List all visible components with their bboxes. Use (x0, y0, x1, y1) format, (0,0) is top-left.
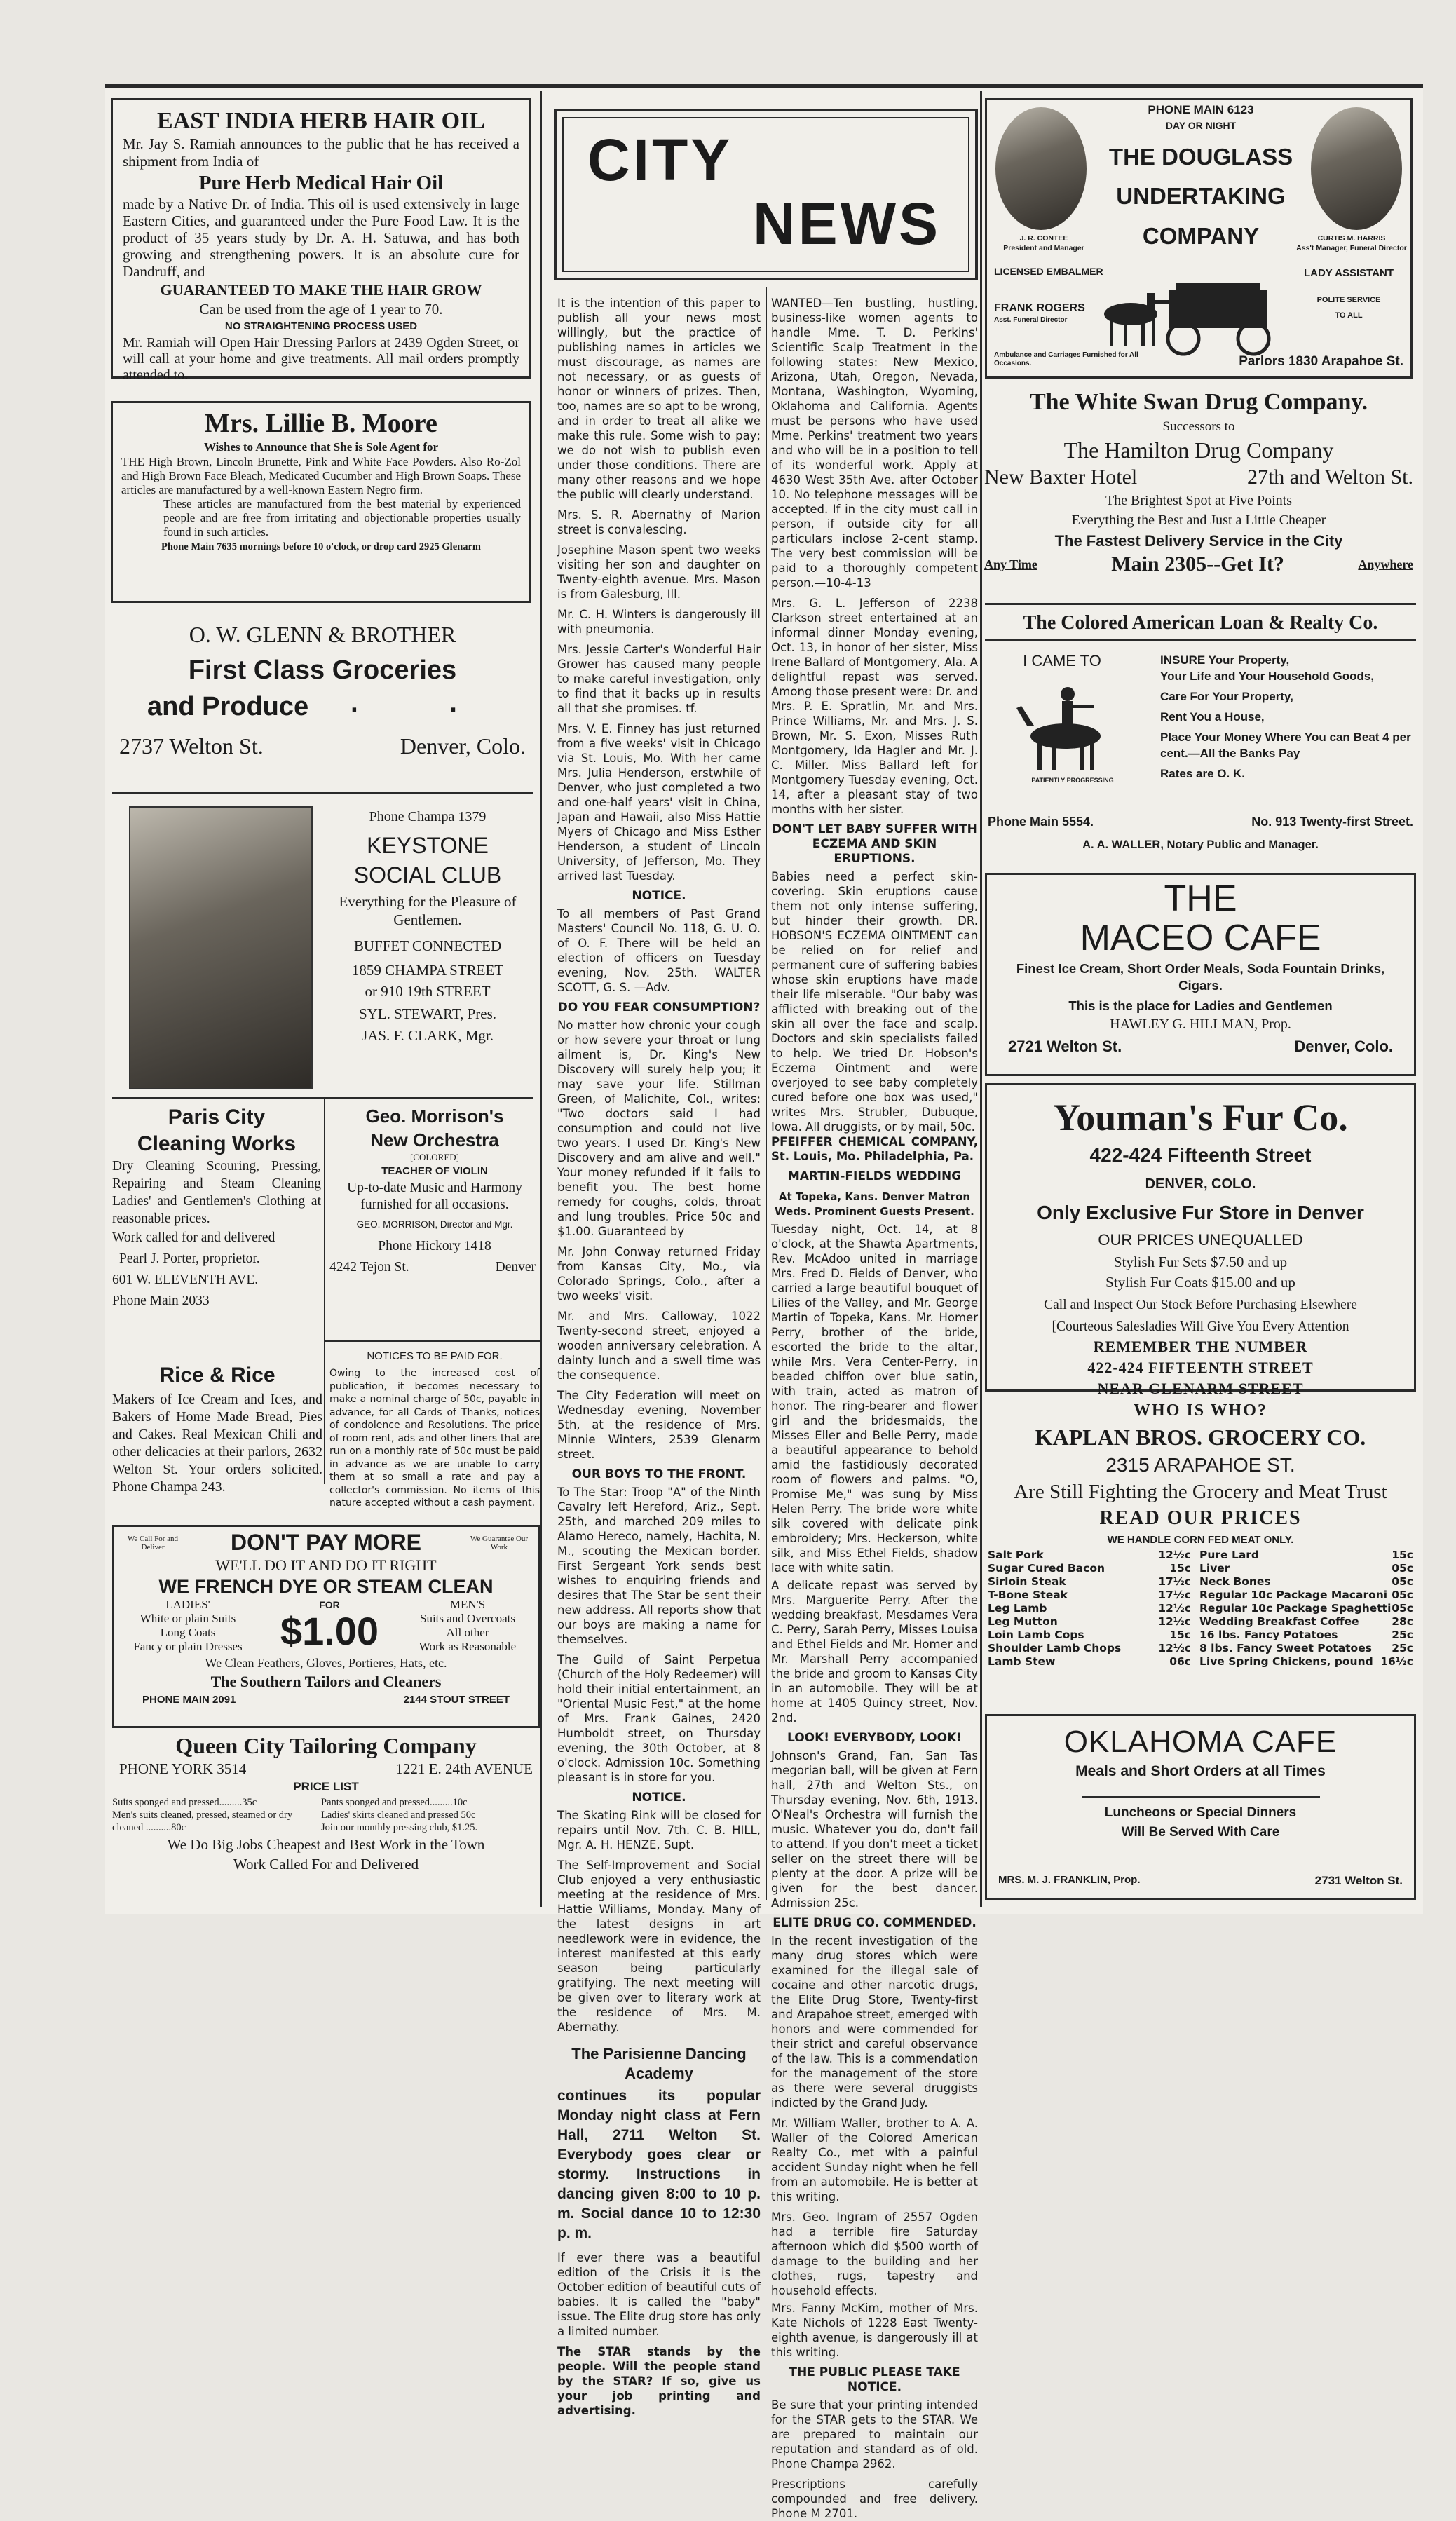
queen-ad (112, 1732, 540, 1900)
morrison-addr: 4242 Tejon St. (329, 1260, 409, 1275)
news-paragraph: The Self-Improvement and Social Club enjoyed a very enthusiastic meeting at the residence of Mrs. Hattie Williams, Monday. Many of the latest designs in art needlework were in evidence, the interest manifested at this early season being particularly gratifying. The next meeting will be given over to literary work at the residence of Mrs. M. Abernathy. (557, 1859, 761, 2034)
dye-line2: WE FRENCH DYE OR STEAM CLEAN (158, 1576, 494, 1597)
price-item: Liver (1199, 1562, 1230, 1575)
price-value: 12½c (1158, 1642, 1191, 1654)
news-paragraph: The Guild of Saint Perpetua (Church of the Holy Redeemer) will hold their initial entertainment, an "Oriental Music Fest," at the home of Mrs. Frank Gaines, 2420 Humboldt street, on Thursday evening, the 30th October, at 8 o'clock. Admission 10c. Something pleasant is in store for you. (557, 1653, 761, 1784)
youman-title: Youman's Fur Co. (1053, 1096, 1348, 1139)
news-paragraph: To all members of Past Grand Masters' Council No. 118, G. U. O. of O. F. There will be held an election of officers on Tuesday evening, Nov. 25th. WALTER SCOTT, G. S. —Adv. (557, 907, 761, 994)
douglass-toall: TO ALL (1335, 311, 1363, 320)
city-news-masthead (554, 109, 978, 280)
paris-addr: 601 W. ELEVENTH AVE. (112, 1272, 259, 1287)
news-heading: LOOK! EVERYBODY, LOOK! (787, 1731, 962, 1745)
loan-addr: No. 913 Twenty-first Street. (1251, 815, 1413, 829)
price-item: Shoulder Lamb Chops (988, 1642, 1122, 1654)
divider (985, 603, 1416, 605)
moore-body: THE High Brown, Lincoln Brunette, Pink and White Face Powders. Also Ro-Zol and High Brown Face Bleach, Medicated Cucumber and High Brown Soaps. These articles are manufactured by a well-known Eastern Negro firm. (121, 455, 521, 496)
news-paragraph: Mr. C. H. Winters is dangerously ill with pneumonia. (557, 608, 761, 636)
dye-ladies-heading: LADIES' (165, 1598, 210, 1611)
price-value: 15c (1392, 1549, 1413, 1561)
price-item: Sugar Cured Bacon (988, 1562, 1105, 1575)
price-item: Salt Pork (988, 1549, 1044, 1561)
column-rule (766, 287, 767, 1900)
morrison-phone: Phone Hickory 1418 (378, 1239, 491, 1253)
dye-price: $1.00 (280, 1609, 379, 1653)
dye-mens-2: All other (446, 1626, 489, 1639)
news-heading: NOTICE. (632, 889, 686, 903)
keystone-name2: SOCIAL CLUB (353, 862, 502, 888)
dye-company: The Southern Tailors and Cleaners (210, 1673, 442, 1690)
rider-on-donkey-image (1013, 677, 1125, 775)
douglass-day: DAY OR NIGHT (1165, 120, 1237, 131)
column-rule (540, 91, 542, 1907)
loan-waller: A. A. WALLER, Notary Public and Manager. (1082, 838, 1319, 851)
loan-phone: Phone Main 5554. (988, 815, 1094, 829)
paris-prop: Pearl J. Porter, proprietor. (119, 1251, 260, 1266)
news-heading: At Topeka, Kans. Denver Matron Weds. Prominent Guests Present. (775, 1190, 974, 1218)
price-value: 25c (1392, 1629, 1413, 1641)
youman-ad (985, 1083, 1416, 1397)
glenn-city: Denver, Colo. (400, 733, 526, 759)
kaplan-addr: 2315 ARAPAHOE ST. (1105, 1454, 1295, 1476)
hair-oil-ad (111, 98, 531, 383)
maceo-place: This is the place for Ladies and Gentlemen (1068, 998, 1333, 1013)
price-value: 17½c (1158, 1575, 1191, 1588)
youman-addr: 422-424 Fifteenth Street (1089, 1144, 1312, 1166)
morrison-city: Denver (495, 1260, 536, 1275)
price-item: 8 lbs. Fancy Sweet Potatoes (1199, 1642, 1372, 1654)
oklahoma-meals: Meals and Short Orders at all Times (1075, 1763, 1326, 1779)
loan-insure: INSURE Your Property, (1160, 653, 1290, 667)
morrison-director: GEO. MORRISON, Director and Mgr. (356, 1219, 513, 1230)
glenn-line1: First Class Groceries (188, 655, 457, 685)
maceo-city: Denver, Colo. (1294, 1038, 1393, 1055)
youman-call: Call and Inspect Our Stock Before Purchasing Elsewhere (1044, 1298, 1357, 1312)
queen-price-3: Men's suits cleaned, pressed, steamed or dry cleaned ..........80c (112, 1809, 293, 1833)
hair-oil-no-straightening: NO STRAIGHTENING PROCESS USED (224, 320, 418, 332)
harris-portrait (1311, 107, 1402, 230)
rice-body: Makers of Ice Cream and Ices, and Bakers of Home Made Bread, Pies and Cakes. Real Mexican Chili and other delicacies at their parlors, 2632 Welton St. Your orders solicited. Phone Champa 243. (112, 1392, 322, 1495)
news-column-3 (771, 296, 978, 2520)
douglass-lady: LADY ASSISTANT (1303, 267, 1394, 279)
news-paragraph: The City Federation will meet on Wednesday evening, November 5th, at the residence of Mrs. Minnie Winters, 2539 Glenarm street. (557, 1389, 761, 1461)
divider (112, 792, 533, 794)
rice-title: Rice & Rice (159, 1364, 275, 1387)
loan-rent: Rent You a House, (1160, 710, 1265, 723)
news-paragraph: In the recent investigation of the many drug stores which were examined for the illegal sale of cocaine and other narcotic drugs, the Elite Drug Store, Twenty-first and Arapahoe street, emerged with honors and were commended for their strict and careful observance of the law. This is a commendation for the management of the store as there were several druggists indicted by the Grand Judy. (771, 1934, 978, 2109)
loan-title: The Colored American Loan & Realty Co. (1023, 612, 1378, 634)
paris-title1: Paris City (168, 1106, 266, 1129)
price-item: 16 lbs. Fancy Potatoes (1199, 1629, 1338, 1641)
dye-mens-3: Work as Reasonable (419, 1640, 517, 1653)
dye-ad (112, 1525, 540, 1728)
douglass-polite: POLITE SERVICE (1316, 296, 1381, 304)
queen-footer1: We Do Big Jobs Cheapest and Best Work in the Town (167, 1836, 485, 1853)
price-value: 05c (1392, 1562, 1413, 1575)
price-item: Neck Bones (1199, 1575, 1271, 1588)
douglass-embalmer: LICENSED EMBALMER (994, 266, 1103, 277)
price-item: Pure Lard (1199, 1549, 1260, 1561)
glenn-name: O. W. GLENN & BROTHER (189, 622, 456, 647)
whiteswan-hamilton: The Hamilton Drug Company (1063, 437, 1334, 463)
news-paragraph: Mr. and Mrs. Calloway, 1022 Twenty-second street, enjoyed a wooden anniversary celebration. A dainty lunch and a swell time was the consequence. (557, 1310, 761, 1382)
price-item: Leg Lamb (988, 1602, 1047, 1615)
whiteswan-main: Main 2305--Get It? (1111, 552, 1284, 576)
dye-line1: WE'LL DO IT AND DO IT RIGHT (215, 1556, 437, 1574)
price-item: Regular 10c Package Spaghetti (1199, 1602, 1392, 1615)
morrison-body: Up-to-date Music and Harmony furnished for all occasions. (347, 1181, 522, 1212)
harris-name: CURTIS M. HARRIS (1317, 234, 1386, 243)
queen-price-title: PRICE LIST (293, 1780, 359, 1793)
keystone-addr1: 1859 CHAMPA STREET (351, 962, 504, 979)
kaplan-name: KAPLAN BROS. GROCERY CO. (1035, 1425, 1366, 1450)
morrison-colored: [COLORED] (409, 1152, 460, 1162)
whiteswan-best: Everything the Best and Just a Little Cheaper (1071, 512, 1326, 528)
oklahoma-prop: MRS. M. J. FRANKLIN, Prop. (998, 1874, 1141, 1886)
keystone-buffet: BUFFET CONNECTED (353, 937, 502, 954)
price-value: 06c (1169, 1655, 1191, 1668)
maceo-desc: Finest Ice Cream, Short Order Meals, Soda Fountain Drinks, Cigars. (1016, 961, 1385, 993)
contee-name: J. R. CONTEE (1019, 234, 1068, 243)
youman-number: 422-424 FIFTEENTH STREET (1087, 1359, 1314, 1376)
youman-remember: REMEMBER THE NUMBER (1093, 1338, 1308, 1355)
kaplan-corn: WE HANDLE CORN FED MEAT ONLY. (1107, 1534, 1294, 1546)
douglass-rogers-title: Asst. Funeral Director (994, 316, 1068, 324)
news-paragraph: PFEIFFER CHEMICAL COMPANY, St. Louis, Mo. Philadelphia, Pa. (771, 1135, 978, 1163)
news-paragraph: Mrs. Fanny McKim, mother of Mrs. Kate Nichols of 1228 East Twenty-eighth avenue, is dangerously ill at this writing. (771, 2302, 978, 2359)
rice-ad (112, 1360, 322, 1528)
news-paragraph: Mrs. Jessie Carter's Wonderful Hair Grower has caused many people to make careful investigation, only to find that it backs up in results all that she promises. tf. (557, 643, 761, 715)
youman-sets: Stylish Fur Sets $7.50 and up (1113, 1253, 1288, 1270)
whiteswan-fastest: The Fastest Delivery Service in the City (1054, 532, 1343, 550)
morrison-title1: Geo. Morrison's (365, 1106, 504, 1127)
dye-call: We Call For and Deliver (127, 1534, 179, 1551)
dye-for: FOR (319, 1599, 340, 1610)
notices-title: NOTICES TO BE PAID FOR. (367, 1350, 503, 1362)
news-heading: DON'T LET BABY SUFFER WITH ECZEMA AND SKIN ERUPTIONS. (772, 822, 977, 866)
column-rule (980, 91, 982, 1907)
loan-came: I CAME TO (1023, 652, 1101, 670)
douglass-ad (985, 98, 1413, 379)
glenn-address: 2737 Welton St. (119, 733, 264, 759)
notices-body: Owing to the increased cost of publication, it becomes necessary to make a nominal charge of 50c, payable in advance, for all Cards of Thanks, notices of condolence and Resolutions. The price of room rent, ads and other liners that are run on a monthly rate of 50c must be paid in advance as we are unable to carry them at so small a rate and pay a collector's commission. No items of this nature accepted without a cash payment. (329, 1368, 540, 1509)
price-value: 12½c (1158, 1549, 1191, 1561)
news-paragraph: Mrs. G. L. Jefferson of 2238 Clarkson street entertained at an informal dinner Monday evening, Oct. 13, in honor of her sister, Miss Irene Ballard of Montgomery, Ala. A delightful repast was served. Among those present were: Dr. and Mrs. P. E. Spratlin, Mr. and Mrs. Prince Williams, Mr. and Mrs. J. S. Brown, Mr. S. Exon, Misses Ruth Montgomery, Ida Hagler and Mr. J. C. Miller. Miss Ballard left for Montgomery Tuesday evening, Oct. 14, after a pleasant stay of two months with her sister. (771, 597, 978, 816)
news-paragraph: Mrs. S. R. Abernathy of Marion street is convalescing. (557, 508, 761, 536)
news-heading: THE PUBLIC PLEASE TAKE NOTICE. (789, 2365, 960, 2394)
queen-title: Queen City Tailoring Company (175, 1733, 477, 1758)
youman-near: NEAR GLENARM STREET (1097, 1380, 1304, 1397)
glenn-ad (112, 617, 533, 785)
maceo-prop: HAWLEY G. HILLMAN, Prop. (1110, 1017, 1291, 1032)
moore-sub: Wishes to Announce that She is Sole Agent for (203, 440, 439, 454)
paris-ad (112, 1104, 321, 1385)
news-heading: OUR BOYS TO THE FRONT. (571, 1467, 747, 1481)
dye-guarantee: We Guarantee Our Work (470, 1534, 529, 1551)
loan-ad (985, 610, 1416, 862)
glenn-line2: and Produce (147, 692, 309, 721)
news-paragraph: Mrs. V. E. Finney has just returned from a five weeks' visit in Chicago via St. Louis, Mo. With her came Mrs. Julia Henderson, erstwhile of Denver, who just completed a two and one-half years' visit in China, Japan and Hawaii, also Miss Hattie Myers of Chicago and Miss Esther Henderson, a student of Lincoln University, of Jefferson, Mo. They arrived last Tuesday. (557, 722, 761, 883)
news-paragraph: Be sure that your printing intended for the STAR gets to the STAR. We are prepared to maintain our reputation and standard as of old. Phone Champa 2962. (771, 2398, 978, 2471)
loan-place: Place Your Money Where You can Beat 4 per cent.—All the Banks Pay (1160, 731, 1411, 760)
queen-price-5: Join our monthly pressing club, $1.25. (321, 1822, 478, 1833)
maceo-addr: 2721 Welton St. (1008, 1038, 1122, 1055)
price-item: Wedding Breakfast Coffee (1199, 1615, 1359, 1628)
hair-oil-guarantee: GUARANTEED TO MAKE THE HAIR GROW (160, 281, 482, 299)
news-paragraph: The STAR stands by the people. Will the people stand by the STAR? If so, give us your job printing and advertising. (557, 2345, 761, 2417)
queen-price-4: Ladies' skirts cleaned and pressed 50c (321, 1809, 476, 1821)
price-item: Lamb Stew (988, 1655, 1056, 1668)
moore-phone: Phone Main 7635 mornings before 10 o'clock, or drop card 2925 Glenarm (161, 541, 481, 552)
news-paragraph: Prescriptions carefully compounded and free delivery. Phone M 2701. (771, 2478, 978, 2520)
moore-title: Mrs. Lillie B. Moore (205, 409, 437, 438)
keystone-desc: Everything for the Pleasure of Gentlemen. (339, 893, 517, 928)
keystone-pres: SYL. STEWART, Pres. (358, 1005, 497, 1022)
news-paragraph: Josephine Mason spent two weeks visiting her son and daughter on Twenty-eighth avenue. Mrs. Mason is from Galesburg, Ill. (557, 543, 761, 601)
price-item: Regular 10c Package Macaroni (1199, 1589, 1388, 1601)
kaplan-read: READ OUR PRICES (1099, 1507, 1302, 1529)
douglass-name2: UNDERTAKING (1116, 183, 1286, 209)
price-value: 12½c (1158, 1602, 1191, 1615)
price-value: 17½c (1158, 1589, 1191, 1601)
price-value: 16½c (1380, 1655, 1413, 1668)
news-heading: ELITE DRUG CO. COMMENDED. (773, 1916, 977, 1930)
paris-body: Dry Cleaning Scouring, Pressing, Repairing and Steam Cleaning Ladies' and Gentlemen's Clothing at reasonable prices. (112, 1159, 321, 1226)
price-value: 28c (1392, 1615, 1413, 1628)
news-paragraph: Tuesday night, Oct. 14, at 8 o'clock, at the Shawta Apartments, Rev. McAdoo united in marriage Mrs. Fred D. Fields of Denver, who carried a large beautiful bouquet of Lilies of the Valley, and Mr. George Martin of Topeka, Kans. Mr. Homer Perry, brother of the bride, escorted the bride to the altar, while Mrs. Vera Center-Perry, in beaded chiffon over blue satin, with train, acted as matron of honor. The ring-bearer and flower girl and the bridesmaids, the Misses Eller and Belle Perry, made a beautiful appearance to behold amid the fastidiously decorated room of flowers and palms. "O, Promise Me," was sung by Miss Helen Perry. The bride wore white silk covered with delicate pink embroidery; Mrs. Heckerson, white silk, and Miss Ethel Fields, shadow lace with white satin. (771, 1223, 978, 1575)
douglass-phone: PHONE MAIN 6123 (1148, 103, 1254, 116)
price-item: Leg Mutton (988, 1615, 1058, 1628)
oklahoma-addr: 2731 Welton St. (1314, 1874, 1403, 1887)
price-value: 12½c (1158, 1615, 1191, 1628)
glenn-dots: . . (351, 688, 499, 718)
dye-feathers: We Clean Feathers, Gloves, Portieres, Hats, etc. (205, 1656, 447, 1670)
keystone-mgr: JAS. F. CLARK, Mgr. (362, 1027, 494, 1044)
paris-phone: Phone Main 2033 (112, 1293, 210, 1308)
contee-portrait (995, 107, 1087, 230)
price-value: 05c (1392, 1575, 1413, 1588)
whiteswan-addr: 27th and Welton St. (1246, 466, 1413, 489)
divider (325, 1340, 540, 1342)
keystone-addr2: or 910 19th STREET (365, 983, 491, 1000)
price-value: 05c (1392, 1602, 1413, 1615)
news-paragraph: Mrs. Geo. Ingram of 2557 Ogden had a terrible fire Saturday afternoon which did $500 worth of damage to the building and her clothes, rugs, tapestry and household effects. (771, 2210, 978, 2297)
dye-title: DON'T PAY MORE (231, 1530, 421, 1555)
douglass-ambulance: Ambulance and Carriages Furnished for All Occasions. (994, 351, 1138, 367)
queen-price-2: Pants sponged and pressed.........10c (321, 1797, 468, 1808)
news-paragraph: Mr. John Conway returned Friday from Kansas City, Mo., via Colorado Springs, Colo., after a two weeks' visit. (557, 1245, 761, 1303)
dye-ladies-1: White or plain Suits (140, 1612, 236, 1625)
queen-price-1: Suits sponged and pressed.........35c (112, 1797, 257, 1808)
whiteswan-ad (981, 387, 1416, 597)
morrison-teacher: TEACHER OF VIOLIN (381, 1165, 488, 1177)
dancing-academy-body: continues its popular Monday night class at Fern Hall, 2711 Welton St. Everybody goes clear or stormy. Instructions in dancing given 8:00 to 10 p. m. Social dance 10 to 12:30 p. m. (557, 2088, 761, 2241)
news-paragraph: Babies need a perfect skin-covering. Skin eruptions cause them not only intense suffering, but hinder their growth. DR. HOBSON'S ECZEMA OINTMENT can be relied on for relief and permanent cure of suffering babies whose skin eruptions have made their life miserable. "Our baby was afflicted with breaking out of the skin all over the face and scalp. Doctors and skin specialists failed to help. We tried Dr. Hobson's Eczema Ointment and were overjoyed to see baby completely cured before one box was used," writes Mrs. Strubler, Dubuque, Iowa. All druggists, or by mail, 50c. (771, 870, 978, 1134)
moore-body2: These articles are manufactured from the best material by experienced people and are free from irritating and objectionable properties usually found in such articles. (163, 497, 521, 538)
portrait-photo (129, 806, 313, 1089)
news-paragraph: If ever there was a beautiful edition of the Crisis it is the October edition of beautiful cuts of babies. It is called the "baby" issue. The Elite drug store has only a limited number. (557, 2251, 761, 2338)
news-paragraph: Johnson's Grand, Fan, San Tas megorian ball, will be given at Fern hall, 27th and Welton Sts., on Thursday evening, Nov. 6th, 1913. O'Neal's Orchestra will furnish the music. Whatever you do, don't fail to attend. If you don't meet a ticket seller on the street there will be plenty at the door. A prize will be given for the best dancer. Admission 25c. (771, 1749, 978, 1910)
maceo-ad (985, 873, 1416, 1076)
divider (324, 1099, 325, 1484)
news-paragraph: It is the intention of this paper to publish all your news most willingly, but the practice of publishing names in articles we must discourage, as names are not necessary, or as guests of honor or winners of prizes. Then, too, names are so apt to be wrong, and in order to treat all alike we make this rule. Some wish to pay; we do not wish to publish even under those conditions. There are many other reasons and we hope the public will clearly understand. (557, 297, 761, 501)
hair-oil-intro: Mr. Jay S. Ramiah announces to the public that he has received a shipment from India of (123, 135, 519, 170)
youman-coats: Stylish Fur Coats $15.00 and up (1105, 1274, 1295, 1291)
whiteswan-hotel: New Baxter Hotel (984, 466, 1138, 489)
hair-oil-body: made by a Native Dr. of India. This oil is used extensively in large Eastern Cities, and guaranteed under the Pure Food Law. It is the product of 35 years study by Dr. A. H. Satuwa, and has both growing and strengthening powers. It is an absolute cure for Dandruff, and (123, 196, 519, 280)
kaplan-who: WHO IS WHO? (1134, 1401, 1267, 1420)
news-paragraph: A delicate repast was served by Mrs. Marguerite Perry. After the wedding breakfast, Mesdames Vera C. Perry, Sarah Perry, Misses Louisa and Ethel Fields and Mr. Homer and Mr. Marshall Perry accompanied the bride and groom to Kansas City in an automobile. They will be at home at 1405 Quincy street, Nov. 2nd. (771, 1579, 978, 1725)
kaplan-fighting: Are Still Fighting the Grocery and Meat Trust (1014, 1481, 1387, 1503)
oklahoma-lunch: Luncheons or Special Dinners (1104, 1805, 1297, 1820)
dye-ladies-2: Long Coats (160, 1626, 216, 1639)
price-item: T-Bone Steak (988, 1589, 1068, 1601)
harris-title: Ass't Manager, Funeral Director (1296, 244, 1407, 252)
dye-mens-heading: MEN'S (449, 1598, 486, 1611)
oklahoma-ad (985, 1714, 1416, 1900)
keystone-ad (112, 803, 533, 1090)
maceo-the: THE (1164, 878, 1237, 919)
loan-life: Your Life and Your Household Goods, (1160, 670, 1375, 683)
news-paragraph: The Skating Rink will be closed for repairs until Nov. 7th. C. B. HILL, Mgr. A. H. HENZE, Supt. (557, 1809, 761, 1851)
morrison-ad (329, 1104, 540, 1343)
moore-ad (111, 401, 531, 603)
youman-courteous: [Courteous Salesladies Will Give You Every Attention (1052, 1319, 1349, 1334)
contee-title: President and Manager (1003, 244, 1084, 252)
dye-phone: PHONE MAIN 2091 (142, 1694, 236, 1706)
notices-ad (329, 1346, 540, 1542)
morrison-title2: New Orchestra (370, 1129, 499, 1150)
news-paragraph: Mr. William Waller, brother to A. A. Waller of the Colored American Realty Co., met with a painful accident Sunday night when he fell from an automobile. He is better at this writing. (771, 2116, 978, 2203)
loan-rates: Rates are O. K. (1160, 767, 1245, 780)
news-paragraph: No matter how chronic your cough or how severe your throat or lung ailment is, Dr. King's New Discovery will surely help you; it may save your life. Stillman Green, of Malichite, Col., writes: "Two doctors said I had consumption and could not live two years. I used Dr. King's New Discovery and am alive and well." Your money refunded if it fails to benefit you. The best home remedy for coughs, colds, throat and lung troubles. Price 50c and $1.00. Guaranteed by (557, 1019, 761, 1238)
news-heading: NOTICE. (632, 1790, 686, 1805)
whiteswan-anywhere: Anywhere (1358, 557, 1413, 571)
youman-unequalled: OUR PRICES UNEQUALLED (1098, 1231, 1303, 1249)
dye-ladies-3: Fancy or plain Dresses (133, 1640, 243, 1653)
keystone-name1: KEYSTONE (367, 833, 489, 858)
city-title: CITY (587, 127, 733, 193)
price-value: 15c (1169, 1629, 1191, 1641)
keystone-phone: Phone Champa 1379 (369, 809, 487, 824)
hair-oil-product: Pure Herb Medical Hair Oil (198, 172, 444, 194)
oklahoma-name: OKLAHOMA CAFE (1063, 1725, 1338, 1759)
paris-work: Work called for and delivered (112, 1230, 275, 1245)
whiteswan-title: The White Swan Drug Company. (1029, 389, 1368, 415)
douglass-parlors: Parlors 1830 Arapahoe St. (1239, 354, 1403, 369)
loan-caption: PATIENTLY PROGRESSING (1031, 777, 1114, 784)
dancing-academy-title: The Parisienne Dancing Academy (571, 2045, 747, 2082)
news-heading: MARTIN-FIELDS WEDDING (787, 1169, 962, 1183)
youman-city: DENVER, COLO. (1145, 1176, 1256, 1192)
news-heading: DO YOU FEAR CONSUMPTION? (557, 1000, 761, 1014)
hair-oil-age: Can be used from the age of 1 year to 70. (199, 301, 443, 318)
divider (112, 1097, 533, 1099)
paris-title2: Cleaning Works (137, 1132, 297, 1155)
maceo-name: MACEO CAFE (1080, 918, 1321, 958)
douglass-name1: THE DOUGLASS (1108, 144, 1293, 170)
whiteswan-successors: Successors to (1162, 419, 1235, 434)
hair-oil-title: EAST INDIA HERB HAIR OIL (157, 108, 485, 134)
kaplan-ad (985, 1399, 1416, 1707)
price-value: 15c (1169, 1562, 1191, 1575)
hearse-carriage-image (1092, 276, 1288, 360)
news-column-2 (557, 296, 761, 2417)
dye-mens-1: Suits and Overcoats (419, 1612, 515, 1625)
news-paragraph: To The Star: Troop "A" of the Ninth Cavalry left Hereford, Ariz., Sept. 25th, and marched 209 miles to Alamo Hereco, namely, Hachita, N. M., scouting the Mexican border. First Sergeant York sends best wishes to enquiring friends and desires that The Star be sent their new address. All reports show that our boys are making a name for themselves. (557, 1486, 761, 1646)
price-value: 05c (1392, 1589, 1413, 1601)
price-item: Live Spring Chickens, pound (1199, 1655, 1373, 1668)
queen-footer2: Work Called For and Delivered (233, 1856, 419, 1873)
news-paragraph: WANTED—Ten bustling, hustling, business-like women agents to handle Mme. T. D. Perkins' Scientific Scalp Treatment in the following states: New Mexico, Arizona, Utah, Oregon, Nevada, Montana, Washington, Wyoming, Oklahoma and California. Agents must be persons who have used Mme. Perkins' treatment two years and who will be in a position to tell of its wonderful work. Apply at 4630 West 35th Ave. after October 10. No telephone messages will be accepted. If in the city must call in person, if outside city for all particulars inclose 2-cent stamp. The very best commission will be paid to a thoroughly competent person.—10-4-13 (771, 297, 978, 590)
dye-addr: 2144 STOUT STREET (403, 1694, 510, 1706)
queen-addr: 1221 E. 24th AVENUE (395, 1760, 533, 1777)
oklahoma-care: Will Be Served With Care (1121, 1825, 1280, 1840)
douglass-name3: COMPANY (1142, 223, 1260, 249)
price-item: Loin Lamb Cops (988, 1629, 1084, 1641)
queen-phone: PHONE YORK 3514 (119, 1760, 247, 1777)
price-value: 25c (1392, 1642, 1413, 1654)
hair-oil-parlors: Mr. Ramiah will Open Hair Dressing Parlors at 2439 Ogden Street, or will call at your home and give treatments. All mail orders promptly attended to. (123, 335, 519, 383)
youman-only: Only Exclusive Fur Store in Denver (1037, 1202, 1364, 1223)
price-item: Sirloin Steak (988, 1575, 1066, 1588)
divider (985, 639, 1416, 641)
news-title: NEWS (753, 191, 941, 257)
whiteswan-brightest: The Brightest Spot at Five Points (1105, 493, 1293, 508)
whiteswan-anytime: Any Time (984, 557, 1037, 571)
loan-care: Care For Your Property, (1160, 690, 1293, 703)
douglass-rogers: FRANK ROGERS (994, 302, 1085, 314)
